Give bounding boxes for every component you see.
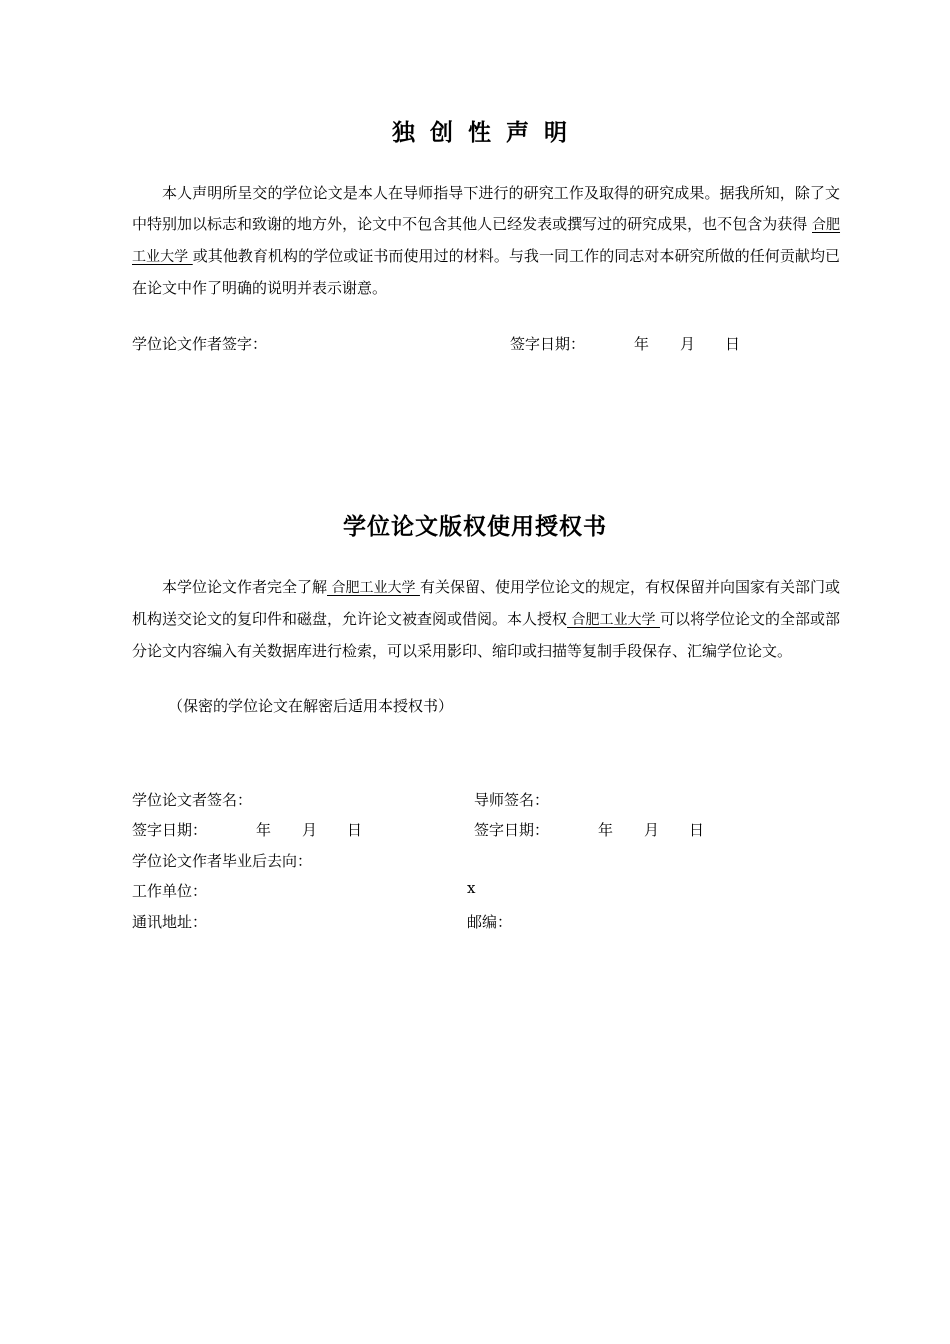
authorization-paragraph: [132, 572, 840, 667]
advisor-sign-month: 月: [644, 821, 660, 839]
graduate-destination-label: 学位论文作者毕业后去向：: [132, 852, 313, 870]
address-label: 通讯地址：: [132, 913, 208, 931]
authorization-institution-1: 合肥工业大学: [327, 580, 420, 596]
declaration-year: 年: [634, 335, 650, 353]
declaration-title: 独创性声明: [392, 119, 582, 146]
declaration-sign-date-label: 签字日期：: [510, 335, 586, 353]
authorization-author-signature-label: 学位论文者签名：: [132, 791, 253, 809]
advisor-sign-day: 日: [689, 821, 705, 839]
author-sign-year: 年: [256, 821, 272, 839]
declaration-paragraph: [132, 178, 840, 304]
confidential-note: （保密的学位论文在解密后适用本授权书）: [168, 697, 454, 715]
declaration-institution: 合肥工业大学: [132, 217, 841, 265]
advisor-signature-label: 导师签名：: [474, 791, 550, 809]
declaration-text-part1: 本人声明所呈交的学位论文是本人在导师指导下进行的研究工作及取得的研究成果。据我所知，除了文中特别加以标志和致谢的地方外，论文中不包含其他人已经发表或撰写过的研究成果，也不包含为获得: [132, 184, 840, 233]
declaration-month: 月: [680, 335, 696, 353]
phone-value: x: [467, 879, 476, 897]
advisor-sign-date-label: 签字日期：: [474, 821, 550, 839]
advisor-sign-year: 年: [598, 821, 614, 839]
author-sign-day: 日: [347, 821, 363, 839]
declaration-day: 日: [725, 335, 741, 353]
declaration-text-part2: 或其他教育机构的学位或证书而使用过的材料。与我一同工作的同志对本研究所做的任何贡献均已在论文中作了明确的说明并表示谢意。: [132, 247, 841, 297]
author-sign-month: 月: [302, 821, 318, 839]
declaration-author-signature-label: 学位论文作者签字：: [132, 335, 268, 353]
author-sign-date-label: 签字日期：: [132, 821, 208, 839]
authorization-title: 学位论文版权使用授权书: [343, 513, 607, 540]
authorization-text-part2: 有关保留、使用学位论文的规定，有权保留并向国家有关部门或机构送交论文的复印件和磁盘，允许论文被查阅或借阅。本人授权: [132, 578, 840, 628]
postcode-label: 邮编：: [467, 913, 513, 931]
employer-label: 工作单位：: [132, 882, 208, 900]
authorization-text-part3: 可以将学位论文的全部或部分论文内容编入有关数据库进行检索，可以采用影印、缩印或扫描等复制手段保存、汇编学位论文。: [132, 610, 840, 660]
authorization-institution-2: 合肥工业大学: [567, 612, 660, 628]
authorization-text-part1: 本学位论文作者完全了解: [162, 578, 328, 596]
